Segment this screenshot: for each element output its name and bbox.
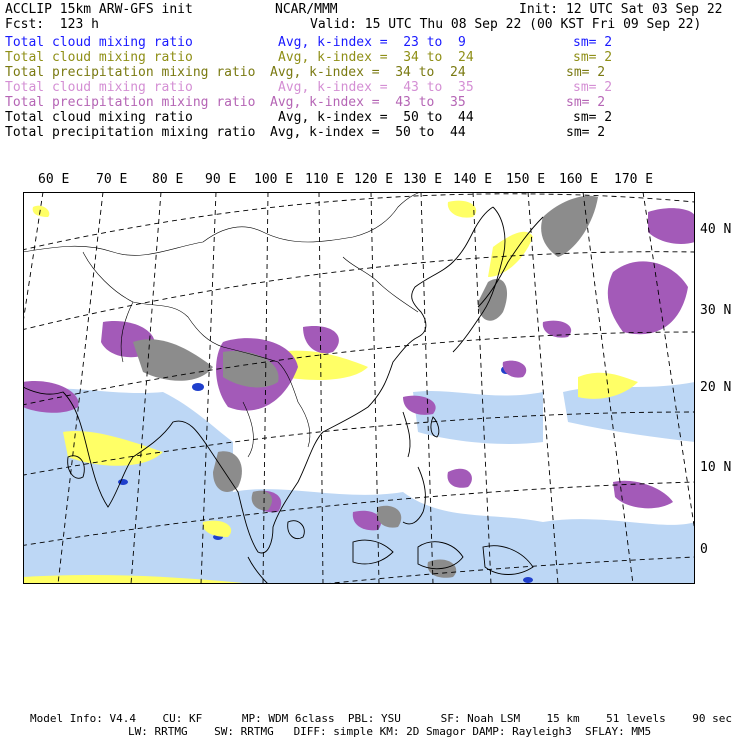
field-0-sm: sm= 2	[573, 35, 613, 50]
lon-label: 110 E	[305, 172, 345, 187]
lon-label: 120 E	[354, 172, 394, 187]
field-5-avg: Avg, k-index = 50 to 44	[278, 110, 474, 125]
lon-label: 100 E	[254, 172, 294, 187]
model-info-line1: Model Info: V4.4 CU: KF MP: WDM 6class PBL: YSU SF: Noah LSM 15 km 51 levels 90 sec	[30, 712, 732, 725]
forecast-map	[23, 192, 695, 584]
init-time: Init: 12 UTC Sat 03 Sep 22	[519, 2, 723, 17]
title-left: ACCLIP 15km ARW-GFS init	[5, 2, 193, 17]
field-0-avg: Avg, k-index = 23 to 9	[278, 35, 466, 50]
lon-label: 70 E	[96, 172, 128, 187]
lon-label: 90 E	[205, 172, 237, 187]
lon-label: 60 E	[38, 172, 70, 187]
field-6-avg: Avg, k-index = 50 to 44	[270, 125, 466, 140]
lat-label: 0	[700, 542, 708, 557]
lat-label: 40 N	[700, 222, 732, 237]
lon-label: 140 E	[453, 172, 493, 187]
field-2-sm: sm= 2	[566, 65, 606, 80]
lon-label: 160 E	[559, 172, 599, 187]
lat-label: 20 N	[700, 380, 732, 395]
lon-label: 80 E	[152, 172, 184, 187]
field-5-name: Total cloud mixing ratio	[5, 110, 193, 125]
forecast-hour: Fcst: 123 h	[5, 17, 99, 32]
lon-label: 150 E	[506, 172, 546, 187]
field-1-name: Total cloud mixing ratio	[5, 50, 193, 65]
field-6-name: Total precipitation mixing ratio	[5, 125, 256, 140]
field-4-sm: sm= 2	[566, 95, 606, 110]
field-1-avg: Avg, k-index = 34 to 24	[278, 50, 474, 65]
field-3-name: Total cloud mixing ratio	[5, 80, 193, 95]
field-2-name: Total precipitation mixing ratio	[5, 65, 256, 80]
field-3-avg: Avg, k-index = 43 to 35	[278, 80, 474, 95]
lon-label: 130 E	[403, 172, 443, 187]
lat-label: 10 N	[700, 460, 732, 475]
title-center: NCAR/MMM	[275, 2, 338, 17]
model-info-line2: LW: RRTMG SW: RRTMG DIFF: simple KM: 2D Smagor DAMP: Rayleigh3 SFLAY: MM5	[128, 725, 652, 738]
lat-label: 30 N	[700, 303, 732, 318]
field-3-sm: sm= 2	[573, 80, 613, 95]
field-0-name: Total cloud mixing ratio	[5, 35, 193, 50]
field-1-sm: sm= 2	[573, 50, 613, 65]
lon-label: 170 E	[614, 172, 654, 187]
field-6-sm: sm= 2	[566, 125, 606, 140]
field-4-name: Total precipitation mixing ratio	[5, 95, 256, 110]
field-4-avg: Avg, k-index = 43 to 35	[270, 95, 466, 110]
valid-time: Valid: 15 UTC Thu 08 Sep 22 (00 KST Fri 09 Sep 22)	[310, 17, 702, 32]
field-5-sm: sm= 2	[573, 110, 613, 125]
field-2-avg: Avg, k-index = 34 to 24	[270, 65, 466, 80]
